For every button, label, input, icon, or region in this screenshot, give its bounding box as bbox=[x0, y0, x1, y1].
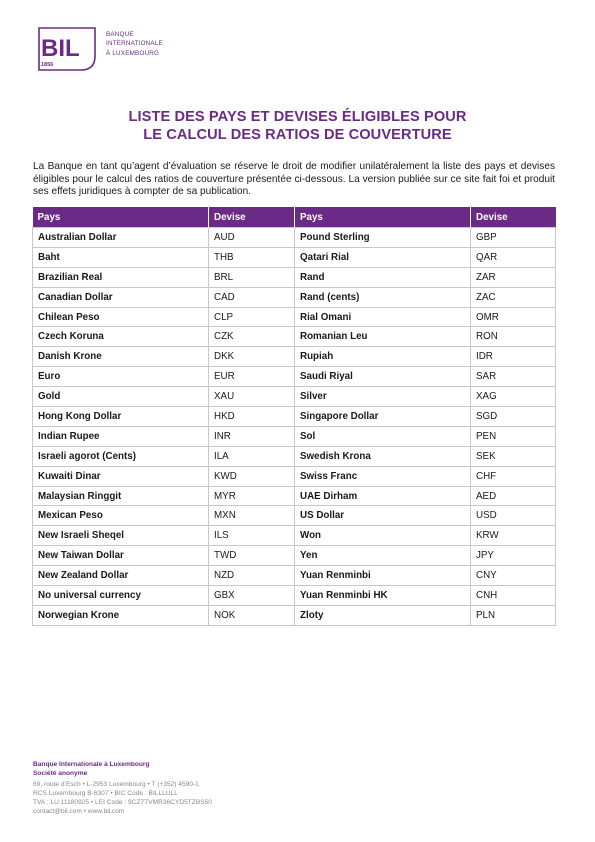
currency-code-cell: CNY bbox=[471, 566, 556, 586]
bil-logo bbox=[38, 26, 178, 76]
currency-code-cell: TWD bbox=[209, 546, 295, 566]
logo-line: BANQUE bbox=[106, 31, 134, 38]
table-row bbox=[33, 586, 556, 606]
table-row bbox=[33, 407, 556, 427]
country-cell: UAE Dirham bbox=[295, 486, 471, 506]
currency-code-cell: PEN bbox=[471, 426, 556, 446]
column-header-currency: Devise bbox=[209, 207, 295, 228]
logo-wordmark bbox=[106, 30, 163, 58]
table-row bbox=[33, 605, 556, 625]
country-cell: Yuan Renminbi HK bbox=[295, 586, 471, 606]
currency-code-cell: XAU bbox=[209, 387, 295, 407]
country-cell: Danish Krone bbox=[33, 347, 209, 367]
currency-code-cell: CNH bbox=[471, 586, 556, 606]
table-body bbox=[33, 228, 556, 626]
country-cell: Rupiah bbox=[295, 347, 471, 367]
logo-line: À LUXEMBOURG bbox=[106, 49, 160, 57]
country-cell: Canadian Dollar bbox=[33, 287, 209, 307]
country-cell: Malaysian Ringgit bbox=[33, 486, 209, 506]
country-cell: Baht bbox=[33, 247, 209, 267]
currency-code-cell: MXN bbox=[209, 506, 295, 526]
country-cell: Rand bbox=[295, 267, 471, 287]
currency-code-cell: SAR bbox=[471, 367, 556, 387]
currency-code-cell: GBP bbox=[471, 228, 556, 248]
currency-code-cell: HKD bbox=[209, 407, 295, 427]
footer bbox=[33, 760, 212, 816]
country-cell: New Israeli Sheqel bbox=[33, 526, 209, 546]
currency-code-cell: PLN bbox=[471, 605, 556, 625]
currency-code-cell: GBX bbox=[209, 586, 295, 606]
country-cell: Chilean Peso bbox=[33, 307, 209, 327]
column-header-country: Pays bbox=[33, 207, 209, 228]
intro-paragraph: La Banque en tant qu’agent d’évaluation se réserve le droit de modifier unilatéralement la liste des pays et devises éligibles pour le calcul des ratios de couverture présentée ci-dessous. La version publiée sur ce site fait foi et produit ses effets juridiques à compter de sa publication. bbox=[33, 161, 555, 198]
table-row bbox=[33, 367, 556, 387]
footer-tva: TVA : LU 11180925 • LEI Code : 9CZ7TVMR36CYD5TZBS50 bbox=[33, 799, 212, 806]
logo-letters: BIL bbox=[41, 35, 80, 62]
country-cell: Euro bbox=[33, 367, 209, 387]
country-cell: Czech Koruna bbox=[33, 327, 209, 347]
country-cell: US Dollar bbox=[295, 506, 471, 526]
logo-year: 1856 bbox=[41, 62, 54, 68]
table-row bbox=[33, 466, 556, 486]
table-row bbox=[33, 486, 556, 506]
currency-code-cell: RON bbox=[471, 327, 556, 347]
currency-code-cell: CLP bbox=[209, 307, 295, 327]
country-cell: Silver bbox=[295, 387, 471, 407]
title-line-2: LE CALCUL DES RATIOS DE COUVERTURE bbox=[143, 127, 452, 143]
currency-code-cell: KWD bbox=[209, 466, 295, 486]
currency-code-cell: SGD bbox=[471, 407, 556, 427]
table-row bbox=[33, 287, 556, 307]
currency-code-cell: BRL bbox=[209, 267, 295, 287]
currency-code-cell: DKK bbox=[209, 347, 295, 367]
country-cell: Swiss Franc bbox=[295, 466, 471, 486]
table-row bbox=[33, 426, 556, 446]
currency-code-cell: AED bbox=[471, 486, 556, 506]
currency-code-cell: MYR bbox=[209, 486, 295, 506]
country-cell: Gold bbox=[33, 387, 209, 407]
currency-code-cell: THB bbox=[209, 247, 295, 267]
table-row bbox=[33, 526, 556, 546]
table-row bbox=[33, 267, 556, 287]
column-header-country: Pays bbox=[295, 207, 471, 228]
footer-contact: contact@bil.com • www.bil.com bbox=[33, 808, 125, 815]
table-row bbox=[33, 327, 556, 347]
country-cell: Norwegian Krone bbox=[33, 605, 209, 625]
table-row bbox=[33, 228, 556, 248]
country-cell: Yuan Renminbi bbox=[295, 566, 471, 586]
country-cell: New Taiwan Dollar bbox=[33, 546, 209, 566]
currency-code-cell: JPY bbox=[471, 546, 556, 566]
table-header-row bbox=[33, 207, 556, 228]
currency-code-cell: CAD bbox=[209, 287, 295, 307]
currency-code-cell: ZAR bbox=[471, 267, 556, 287]
currency-table bbox=[32, 207, 556, 626]
country-cell: Yen bbox=[295, 546, 471, 566]
country-cell: No universal currency bbox=[33, 586, 209, 606]
title-line-1: LISTE DES PAYS ET DEVISES ÉLIGIBLES POUR bbox=[128, 109, 467, 125]
currency-code-cell: ILA bbox=[209, 446, 295, 466]
footer-company-type: Société anonyme bbox=[33, 770, 88, 777]
document-title bbox=[0, 108, 595, 144]
country-cell: Israeli agorot (Cents) bbox=[33, 446, 209, 466]
footer-company: Banque Internationale à Luxembourg bbox=[33, 761, 150, 768]
country-cell: Zloty bbox=[295, 605, 471, 625]
country-cell: Rial Omani bbox=[295, 307, 471, 327]
currency-code-cell: ZAC bbox=[471, 287, 556, 307]
currency-code-cell: CZK bbox=[209, 327, 295, 347]
currency-code-cell: NOK bbox=[209, 605, 295, 625]
currency-code-cell: IDR bbox=[471, 347, 556, 367]
currency-code-cell: NZD bbox=[209, 566, 295, 586]
country-cell: Australian Dollar bbox=[33, 228, 209, 248]
currency-code-cell: CHF bbox=[471, 466, 556, 486]
currency-code-cell: OMR bbox=[471, 307, 556, 327]
footer-rcs: RCS Luxembourg B-6307 • BIC Code : BILLLULL bbox=[33, 790, 178, 797]
table-row bbox=[33, 247, 556, 267]
country-cell: Qatari Rial bbox=[295, 247, 471, 267]
table-row bbox=[33, 387, 556, 407]
column-header-currency: Devise bbox=[471, 207, 556, 228]
country-cell: Swedish Krona bbox=[295, 446, 471, 466]
country-cell: Sol bbox=[295, 426, 471, 446]
country-cell: Indian Rupee bbox=[33, 426, 209, 446]
currency-code-cell: QAR bbox=[471, 247, 556, 267]
table-row bbox=[33, 506, 556, 526]
table-row bbox=[33, 546, 556, 566]
table-row bbox=[33, 446, 556, 466]
country-cell: Mexican Peso bbox=[33, 506, 209, 526]
table-row bbox=[33, 566, 556, 586]
country-cell: Won bbox=[295, 526, 471, 546]
country-cell: Hong Kong Dollar bbox=[33, 407, 209, 427]
currency-code-cell: USD bbox=[471, 506, 556, 526]
country-cell: Saudi Riyal bbox=[295, 367, 471, 387]
country-cell: Romanian Leu bbox=[295, 327, 471, 347]
country-cell: Kuwaiti Dinar bbox=[33, 466, 209, 486]
logo-line: INTERNATIONALE bbox=[106, 40, 163, 48]
footer-address: 69, route d’Esch • L-2953 Luxembourg • T (+352) 4590-1 bbox=[33, 781, 199, 788]
country-cell: Singapore Dollar bbox=[295, 407, 471, 427]
currency-code-cell: XAG bbox=[471, 387, 556, 407]
currency-code-cell: SEK bbox=[471, 446, 556, 466]
currency-code-cell: ILS bbox=[209, 526, 295, 546]
country-cell: New Zealand Dollar bbox=[33, 566, 209, 586]
currency-code-cell: EUR bbox=[209, 367, 295, 387]
table-row bbox=[33, 307, 556, 327]
currency-code-cell: AUD bbox=[209, 228, 295, 248]
country-cell: Pound Sterling bbox=[295, 228, 471, 248]
country-cell: Brazilian Real bbox=[33, 267, 209, 287]
currency-code-cell: INR bbox=[209, 426, 295, 446]
table-row bbox=[33, 347, 556, 367]
currency-code-cell: KRW bbox=[471, 526, 556, 546]
country-cell: Rand (cents) bbox=[295, 287, 471, 307]
